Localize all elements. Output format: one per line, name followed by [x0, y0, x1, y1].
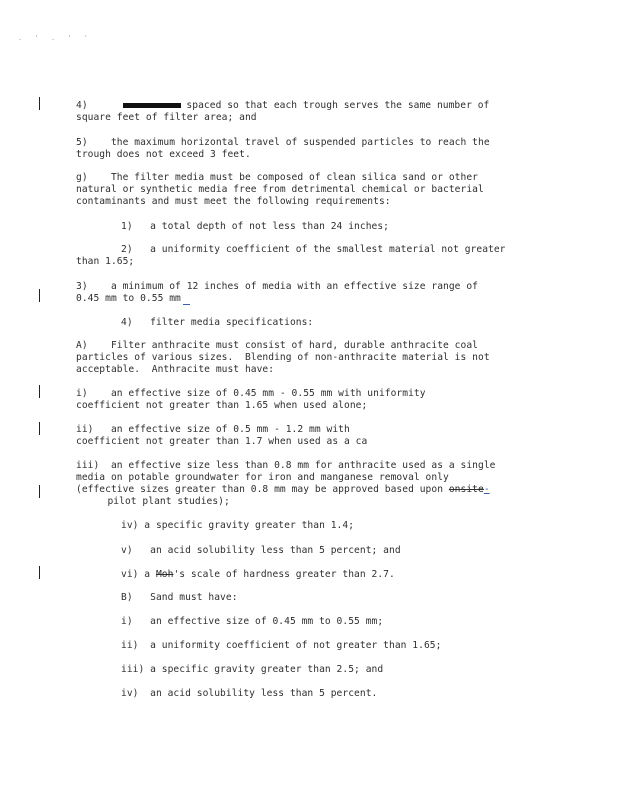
revision-bar — [39, 289, 40, 302]
text-line: 4) spaced so that each trough serves the same number of — [76, 100, 490, 111]
text-line: ii) an effective size of 0.5 mm - 1.2 mm with — [76, 424, 350, 435]
text-line: 3) a minimum of 12 inches of media with an effective size range of — [76, 281, 478, 292]
text-line: coefficient not greater than 1.7 when used as a ca — [76, 436, 368, 447]
text-line: square feet of filter area; and — [76, 112, 257, 123]
text-line: (effective sizes greater than 0.8 mm may be approved based upon onsite- — [76, 484, 490, 495]
scan-specks: . ' . ' ' — [18, 34, 92, 42]
text-line: 1) a total depth of not less than 24 inches; — [121, 221, 389, 232]
text-line: B) Sand must have: — [121, 592, 238, 603]
text-line: contaminants and must meet the following requirements: — [76, 196, 391, 207]
text-line: g) The filter media must be composed of clean silica sand or other — [76, 172, 478, 183]
text-line: v) an acid solubility less than 5 percent; and — [121, 545, 401, 556]
text-line: 0.45 mm to 0.55 mm — [76, 293, 190, 305]
revision-bar — [39, 97, 40, 110]
text-line: trough does not exceed 3 feet. — [76, 149, 251, 160]
revision-bar — [39, 566, 40, 579]
text-line: iv) an acid solubility less than 5 percent. — [121, 688, 378, 699]
text-line: iii) an effective size less than 0.8 mm for anthracite used as a single — [76, 460, 496, 471]
revision-bar — [39, 385, 40, 398]
text-line: A) Filter anthracite must consist of hard, durable anthracite coal — [76, 340, 478, 351]
text-line: i) an effective size of 0.45 mm to 0.55 mm; — [121, 616, 384, 627]
text-line: vi) a Moh's scale of hardness greater than 2.7. — [121, 569, 395, 580]
text-line: 4) filter media specifications: — [121, 317, 314, 328]
text-line: natural or synthetic media free from detrimental chemical or bacterial — [76, 184, 484, 195]
text-line: coefficient not greater than 1.65 when used alone; — [76, 400, 368, 411]
text-line: ii) a uniformity coefficient of not greater than 1.65; — [121, 640, 442, 651]
text-line: pilot plant studies); — [90, 496, 230, 507]
text-line: iv) a specific gravity greater than 1.4; — [121, 520, 355, 531]
revision-bar — [39, 422, 40, 435]
redaction-mark — [123, 103, 181, 108]
insertion-mark — [183, 304, 190, 305]
text-line: media on potable groundwater for iron and manganese removal only — [76, 472, 449, 483]
text-line: particles of various sizes. Blending of non-anthracite material is not — [76, 352, 490, 363]
text-line: 2) a uniformity coefficient of the smallest material not greater — [121, 244, 506, 255]
text-line: acceptable. Anthracite must have: — [76, 364, 275, 375]
text-line: iii) a specific gravity greater than 2.5; and — [121, 664, 384, 675]
revision-bar — [39, 485, 40, 498]
text-line: than 1.65; — [76, 256, 135, 267]
text-line: 5) the maximum horizontal travel of suspended particles to reach the — [76, 137, 490, 148]
text-line: i) an effective size of 0.45 mm - 0.55 mm with uniformity — [76, 388, 426, 399]
